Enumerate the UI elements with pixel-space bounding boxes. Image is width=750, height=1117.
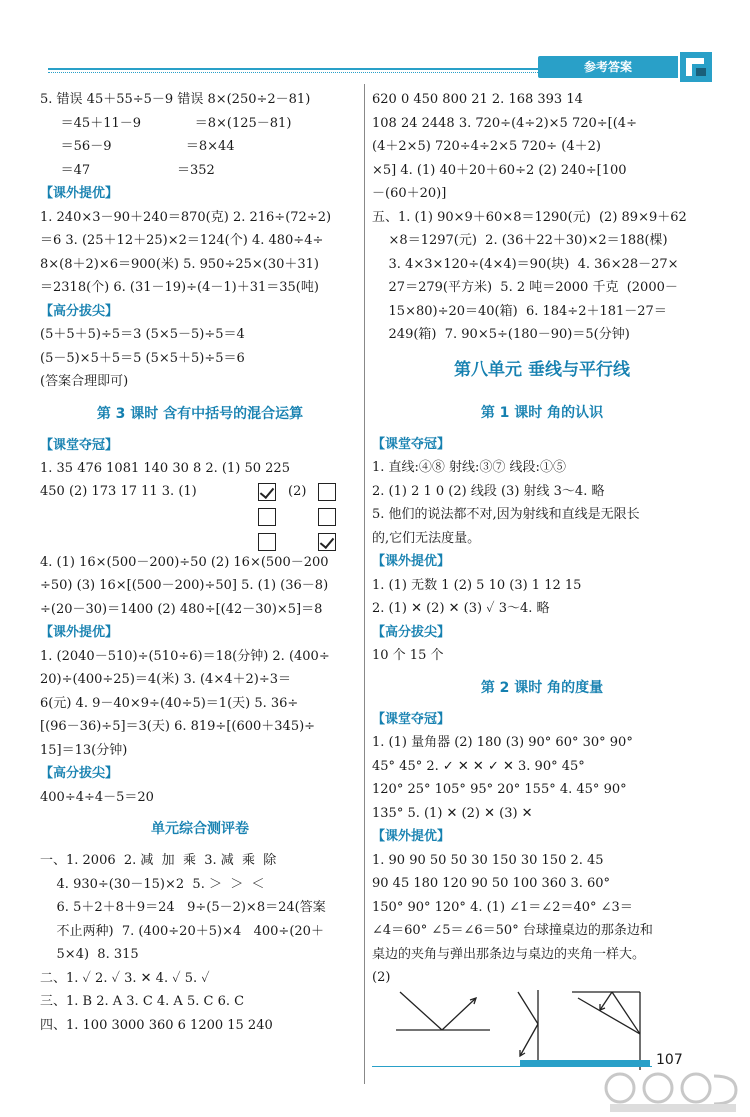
answer-line: 1. 直线:④⑧ 射线:③⑦ 线段:①⑤ — [372, 460, 566, 475]
section-label: 【高分拔尖】 — [372, 624, 451, 640]
section-label: 【高分拔尖】 — [40, 303, 119, 319]
answer-line: ＝2318(个) 6. (31－19)÷(4－1)＋31＝35(吨) — [40, 280, 319, 295]
answer-line: －(60＋20)] — [372, 186, 447, 201]
answer-line: 108 24 2448 3. 720÷(4÷2)×5 720÷[(4÷ — [372, 115, 637, 131]
answer-line: 五、1. (1) 90×9＋60×8＝1290(元) (2) 89×9＋62 — [372, 209, 687, 225]
left-column — [40, 88, 360, 1037]
check-box-checked — [318, 533, 336, 551]
answer-block — [40, 551, 360, 622]
answer-line: 5. 他们的说法都不对,因为射线和直线是无限长 — [372, 507, 640, 522]
page-corner-icon — [680, 52, 712, 82]
answer-block — [40, 323, 360, 394]
diagram-2 — [518, 990, 538, 1062]
answer-line: ∠4＝60° ∠5＝∠6＝50° 台球撞桌边的那条边和 — [372, 923, 653, 938]
section-label: 【课外提优】 — [372, 554, 451, 569]
answer-line: 4. (1) 16×(500－200)÷50 (2) 16×(500－200 — [40, 554, 329, 570]
answer-block — [372, 206, 712, 347]
answer-line: (4＋2×5) 720÷4÷2×5 720÷ (4＋2) — [372, 139, 601, 154]
section-label: 【课堂夺冠】 — [372, 436, 451, 452]
answer-line: 10 个 15 个 — [372, 648, 444, 663]
answer-block — [372, 88, 712, 206]
answer-block — [40, 849, 360, 1037]
answer-block — [40, 645, 360, 763]
check-box-empty — [318, 483, 336, 501]
lesson-heading: 单元综合测评卷 — [151, 821, 249, 837]
answer-block — [372, 456, 712, 550]
answer-line: 5. 错误 45＋55÷5－9 错误 8×(250÷2－81) — [40, 92, 311, 107]
answer-block — [372, 574, 712, 621]
checkbox-answer-grid — [40, 481, 360, 551]
answer-line: (答案合理即可) — [40, 374, 129, 389]
answer-line: 6. 5＋2＋8＋9＝24 9÷(5－2)×8＝24(答案 — [40, 900, 326, 915]
answer-line: ×8＝1297(元) 2. (36＋22＋30)×2＝188(棵) — [372, 233, 668, 248]
answer-block — [40, 88, 360, 182]
answer-block — [372, 849, 712, 990]
section-label: 【课外提优】 — [40, 186, 119, 201]
page-number: 107 — [656, 1052, 683, 1068]
answer-line: 150° 90° 120° 4. (1) ∠1＝∠2＝40° ∠3＝ — [372, 899, 633, 915]
diagram-3 — [572, 992, 640, 1070]
diagram-1 — [396, 992, 490, 1030]
answer-line: 20)÷(400÷25)＝4(米) 3. (4×4＋2)÷3＝ — [40, 672, 291, 687]
answer-line: (2) — [372, 970, 391, 985]
lesson-heading: 第 1 课时 角的认识 — [480, 404, 604, 421]
section-label: 【课堂夺冠】 — [40, 437, 119, 453]
answer-line: 135° 5. (1) ✕ (2) ✕ (3) ✕ — [372, 805, 533, 821]
right-column — [372, 88, 712, 1094]
answer-line: 450 (2) 173 17 11 3. (1) — [40, 483, 197, 499]
answer-block — [40, 206, 360, 300]
answer-line: 90 45 180 120 90 50 100 360 3. 60° — [372, 876, 611, 891]
header-dotted-rule — [48, 72, 538, 74]
answer-line: 45° 45° 2. ✓ ✕ ✕ ✓ ✕ 3. 90° 45° — [372, 758, 585, 774]
check-box-checked — [258, 483, 276, 501]
answer-line: ＝6 3. (25＋12＋25)×2＝124(个) 4. 480÷4÷ — [40, 233, 324, 248]
answer-line: 2. (1) ✕ (2) ✕ (3) ✓ 3～4. 略 — [372, 601, 550, 616]
answer-block — [372, 644, 712, 668]
answer-line: 5×4) 8. 315 — [40, 947, 139, 962]
box-label: (2) — [288, 483, 307, 499]
section-label: 【课外提优】 — [40, 625, 119, 640]
answer-key-tab: 参考答案 — [538, 56, 678, 78]
lesson-heading: 第 2 课时 角的度量 — [480, 679, 604, 696]
section-label: 【高分拔尖】 — [40, 766, 119, 781]
answer-line: 的,它们无法度量。 — [372, 530, 481, 546]
section-label: 【课外提优】 — [372, 829, 451, 844]
answer-line: (5－5)×5＋5＝5 (5×5＋5)÷5＝6 — [40, 350, 245, 366]
answer-line: 120° 25° 105° 95° 20° 155° 4. 45° 90° — [372, 782, 627, 797]
answer-line: 15×80)÷20＝40(箱) 6. 184÷2＋181－27＝ — [372, 303, 667, 319]
answer-line: 6(元) 4. 9－40×9÷(40÷5)＝1(天) 5. 36÷ — [40, 695, 299, 711]
answer-line: ＝47 ＝352 — [40, 162, 215, 178]
answer-line: 1. (1) 无数 1 (2) 5 10 (3) 1 12 15 — [372, 577, 582, 593]
answer-line: [(96－36)÷5]＝3(天) 6. 819÷[(600＋345)÷ — [40, 719, 316, 734]
answer-line: (5＋5＋5)÷5＝3 (5×5－5)÷5＝4 — [40, 327, 245, 342]
answer-line: 1. 35 476 1081 140 30 8 2. (1) 50 225 — [40, 461, 290, 476]
answer-line: 4. 930÷(30－15)×2 5. ＞ ＞ ＜ — [40, 876, 265, 892]
answer-line: ＝45＋11－9 ＝8×(125－81) — [40, 115, 292, 131]
answer-line: 1. 90 90 50 50 30 150 30 150 2. 45 — [372, 852, 604, 868]
answer-line: 1. 240×3－90＋240＝870(克) 2. 216÷(72÷2) — [40, 209, 332, 225]
answer-line: 27＝279(平方米) 5. 2 吨＝2000 千克 (2000－ — [372, 280, 678, 295]
answer-line: 2. (1) 2 1 0 (2) 线段 (3) 射线 3～4. 略 — [372, 483, 605, 499]
answer-line: 3. 4×3×120÷(4×4)＝90(块) 4. 36×28－27× — [372, 256, 679, 272]
answer-line: 三、1. B 2. A 3. C 4. A 5. C 6. C — [40, 994, 245, 1009]
lesson-heading: 第 3 课时 含有中括号的混合运算 — [96, 405, 304, 422]
answer-line: ＝56－9 ＝8×44 — [40, 139, 235, 154]
check-box-empty — [318, 508, 336, 526]
section-label: 【课堂夺冠】 — [372, 711, 451, 727]
footer-rule — [372, 1066, 652, 1067]
answer-line: 249(箱) 7. 90×5÷(180－90)＝5(分钟) — [372, 327, 630, 342]
answer-line: 8×(8＋2)×6＝900(米) 5. 950÷25×(30＋31) — [40, 256, 320, 272]
answer-line: 1. (1) 量角器 (2) 180 (3) 90° 60° 30° 90° — [372, 735, 633, 750]
answer-line: 二、1. ✓ 2. ✓ 3. ✕ 4. ✓ 5. ✓ — [40, 970, 210, 986]
answer-line: 四、1. 100 3000 360 6 1200 15 240 — [40, 1017, 273, 1033]
watermark-logo — [600, 1068, 746, 1114]
check-box-empty — [258, 533, 276, 551]
answer-line: 桌边的夹角与弹出那条边与桌边的夹角一样大。 — [372, 946, 646, 962]
unit-heading: 第八单元 垂线与平行线 — [454, 359, 630, 380]
answer-line: ×5] 4. (1) 40＋20＋60÷2 (2) 240÷[100 — [372, 162, 627, 178]
answer-line: ÷(20－30)＝1400 (2) 480÷[(42－30)×5]＝8 — [40, 601, 323, 617]
answer-line: 不止两种) 7. (400÷20＋5)×4 400÷(20＋ — [40, 923, 324, 939]
answer-block — [372, 731, 712, 825]
answer-block — [40, 457, 360, 481]
answer-line: 一、1. 2006 2. 减 加 乘 3. 减 乘 除 — [40, 853, 277, 868]
header-rule — [48, 68, 538, 70]
check-box-empty — [258, 508, 276, 526]
answer-line: 15]＝13(分钟) — [40, 742, 128, 758]
answer-line: 620 0 450 800 21 2. 168 393 14 — [372, 92, 583, 107]
footer-bar — [520, 1060, 650, 1066]
answer-block — [40, 786, 360, 810]
column-divider — [364, 84, 365, 1084]
answer-line: 400÷4÷4－5＝20 — [40, 789, 154, 805]
answer-line: 1. (2040－510)÷(510÷6)＝18(分钟) 2. (400÷ — [40, 648, 330, 664]
answer-line: ÷50) (3) 16×[(500－200)÷50] 5. (1) (36－8) — [40, 578, 329, 593]
